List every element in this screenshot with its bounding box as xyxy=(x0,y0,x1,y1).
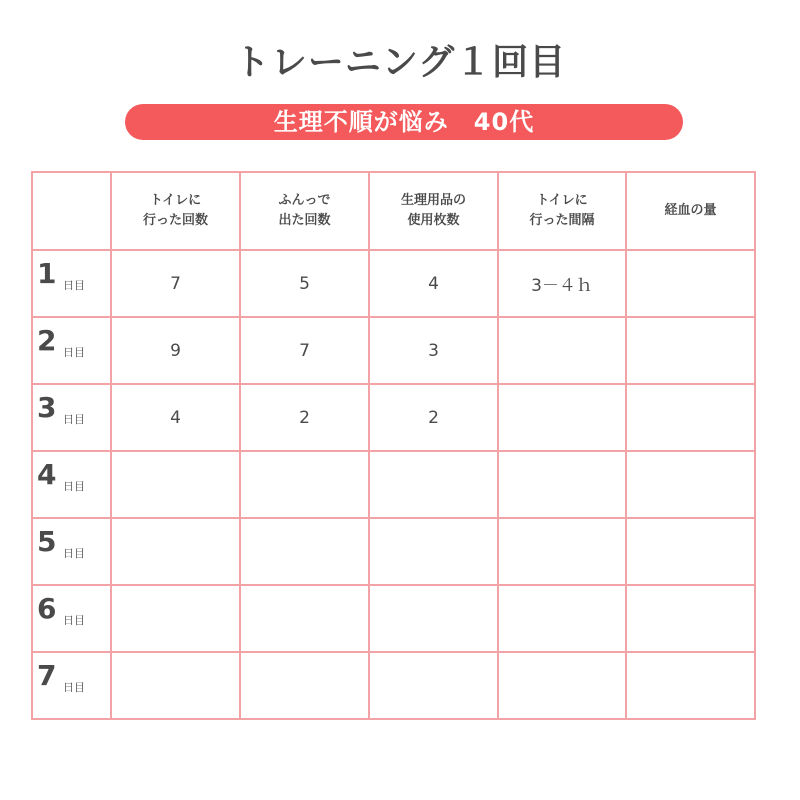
header-label: トイレに xyxy=(149,193,202,208)
header-label: 使用枚数 xyxy=(407,213,460,228)
table-cell xyxy=(369,518,498,585)
table-header-row xyxy=(32,172,755,250)
header-flow-amount xyxy=(626,172,755,250)
table-cell: 9 xyxy=(111,317,240,384)
table-row xyxy=(32,317,755,384)
table-row xyxy=(32,585,755,652)
header-label: 行った回数 xyxy=(142,213,208,228)
table-cell xyxy=(498,652,626,719)
header-label: 生理用品の xyxy=(400,193,466,208)
table-cell xyxy=(111,451,240,518)
table-cell: 2 xyxy=(369,384,498,451)
day-label-cell xyxy=(32,250,111,317)
table-cell: 4 xyxy=(369,250,498,317)
day-label-cell xyxy=(32,652,111,719)
table-cell xyxy=(498,451,626,518)
header-label: 行った間隔 xyxy=(529,213,595,228)
day-unit: 日目 xyxy=(63,413,85,426)
table-cell xyxy=(626,384,755,451)
table-cell xyxy=(111,585,240,652)
header-toilet-interval xyxy=(498,172,626,250)
table-cell xyxy=(626,585,755,652)
table-cell xyxy=(369,652,498,719)
day-unit: 日目 xyxy=(63,279,85,292)
corner-cell xyxy=(32,172,111,250)
table-cell: 4 xyxy=(111,384,240,451)
day-unit: 日目 xyxy=(63,614,85,627)
table-cell xyxy=(626,451,755,518)
day-unit: 日目 xyxy=(63,547,85,560)
table-cell xyxy=(240,518,369,585)
table-cell xyxy=(626,652,755,719)
table-cell xyxy=(498,384,626,451)
day-number: 7 xyxy=(37,659,57,692)
header-label: 経血の量 xyxy=(664,203,717,218)
day-label-cell xyxy=(32,585,111,652)
table-cell: 3－４ｈ xyxy=(498,250,626,317)
table-cell xyxy=(626,250,755,317)
table-row xyxy=(32,518,755,585)
day-unit: 日目 xyxy=(63,480,85,493)
table-cell xyxy=(111,652,240,719)
table-cell xyxy=(240,585,369,652)
day-label-cell xyxy=(32,451,111,518)
header-label: ふんっで xyxy=(278,193,331,208)
page-title: トレーニング１回目 xyxy=(233,42,567,83)
table-cell xyxy=(626,518,755,585)
day-label-cell xyxy=(32,317,111,384)
day-number: 2 xyxy=(37,324,57,357)
day-number: 6 xyxy=(37,592,57,625)
header-toilet-count xyxy=(111,172,240,250)
table-cell xyxy=(626,317,755,384)
table-row xyxy=(32,451,755,518)
header-push-count xyxy=(240,172,369,250)
day-label-cell xyxy=(32,384,111,451)
day-number: 4 xyxy=(37,458,57,491)
table-cell xyxy=(498,317,626,384)
header-pad-count xyxy=(369,172,498,250)
table-cell xyxy=(369,585,498,652)
day-unit: 日目 xyxy=(63,681,85,694)
day-unit: 日目 xyxy=(63,346,85,359)
table-cell xyxy=(498,585,626,652)
table-row xyxy=(32,250,755,317)
table-cell xyxy=(240,451,369,518)
subtitle-banner: 生理不順が悩み 40代 xyxy=(125,104,683,140)
header-label: 出た回数 xyxy=(278,213,331,228)
header-label: トイレに xyxy=(536,193,588,208)
day-label-cell xyxy=(32,518,111,585)
day-number: 5 xyxy=(37,525,57,558)
table-cell xyxy=(498,518,626,585)
table-cell xyxy=(111,518,240,585)
day-number: 3 xyxy=(37,391,57,424)
table-cell: 3 xyxy=(369,317,498,384)
table-cell xyxy=(369,451,498,518)
table-row xyxy=(32,652,755,719)
table-cell xyxy=(240,652,369,719)
table-cell: 2 xyxy=(240,384,369,451)
table-cell: 7 xyxy=(111,250,240,317)
training-table xyxy=(31,171,756,720)
table-cell: 7 xyxy=(240,317,369,384)
table-row xyxy=(32,384,755,451)
day-number: 1 xyxy=(37,257,57,290)
table-cell: 5 xyxy=(240,250,369,317)
